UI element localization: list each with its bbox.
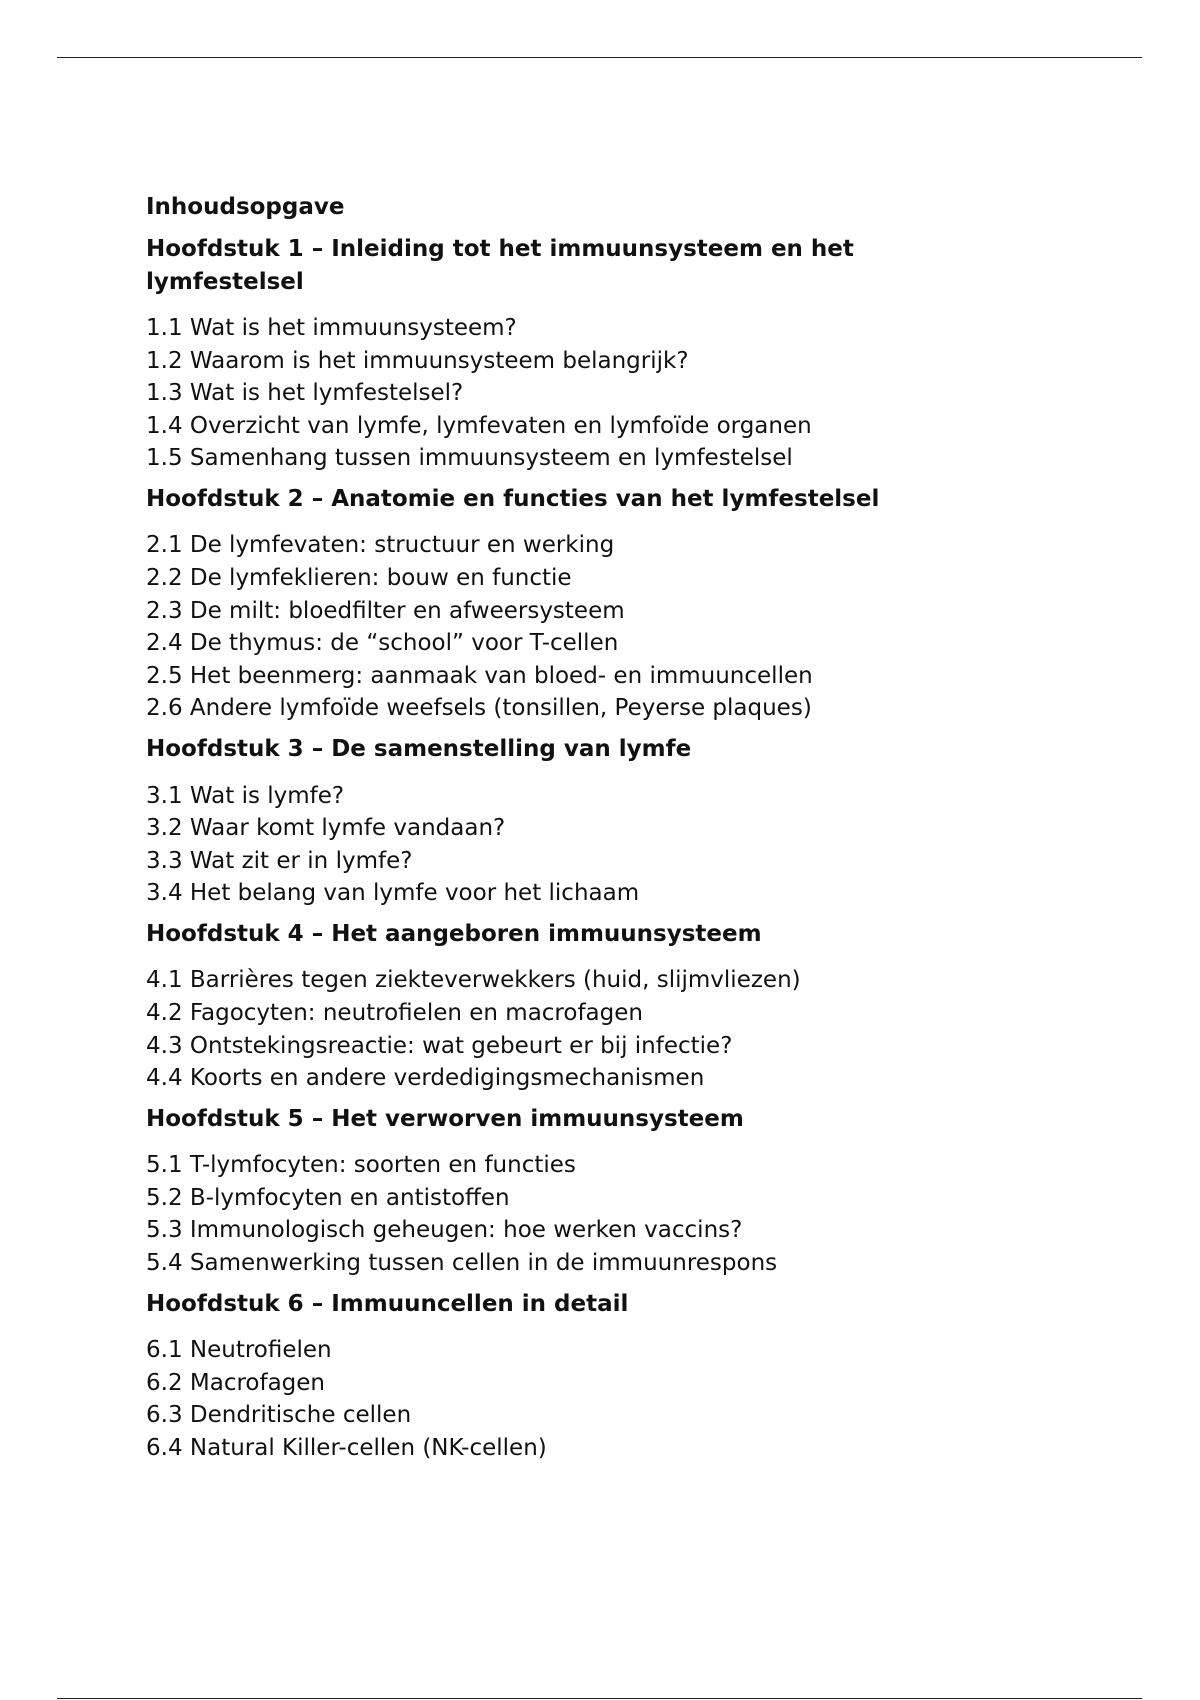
section-item: 4.2 Fagocyten: neutrofielen en macrofagen	[146, 1000, 643, 1026]
chapter-6	[146, 1288, 946, 1465]
section-item: 1.5 Samenhang tussen immuunsysteem en lymfestelsel	[146, 445, 793, 472]
section-item: 2.5 Het beenmerg: aanmaak van bloed- en immuuncellen	[146, 662, 813, 689]
chapter-heading: Hoofdstuk 4 – Het aangeboren immuunsysteem	[146, 920, 762, 947]
section-list	[146, 312, 946, 475]
chapter-1	[146, 233, 946, 475]
section-item: 1.2 Waarom is het immuunsysteem belangrijk?	[146, 347, 689, 374]
section-item: 4.1 Barrières tegen ziekteverwekkers (huid, slijmvliezen)	[146, 967, 801, 994]
section-item: 6.1 Neutrofielen	[146, 1337, 332, 1364]
chapter-3	[146, 733, 946, 910]
section-item: 5.4 Samenwerking tussen cellen in de immuunrespons	[146, 1250, 778, 1277]
section-item: 3.3 Wat zit er in lymfe?	[146, 847, 413, 874]
toc-title: Inhoudsopgave	[146, 194, 345, 220]
section-item: 1.4 Overzicht van lymfe, lymfevaten en lymfoïde organen	[146, 412, 812, 439]
chapter-heading: Hoofdstuk 1 – Inleiding tot het immuunsysteem en het lymfestelsel	[146, 236, 854, 295]
chapter-5	[146, 1103, 946, 1280]
section-item: 2.6 Andere lymfoïde weefsels (tonsillen, Peyerse plaques)	[146, 695, 812, 722]
section-item: 3.1 Wat is lymfe?	[146, 782, 345, 809]
section-item: 2.2 De lymfeklieren: bouw en functie	[146, 565, 572, 592]
footer-rule	[57, 1698, 1142, 1699]
chapter-4	[146, 918, 946, 1095]
chapter-heading: Hoofdstuk 3 – De samenstelling van lymfe	[146, 736, 692, 763]
section-item: 4.4 Koorts en andere verdedigingsmechanismen	[146, 1065, 705, 1092]
section-item: 3.2 Waar komt lymfe vandaan?	[146, 815, 506, 842]
section-item: 2.1 De lymfevaten: structuur en werking	[146, 532, 615, 559]
section-item: 5.2 B-lymfocyten en antistoffen	[146, 1184, 510, 1211]
section-list	[146, 780, 946, 910]
section-item: 2.3 De milt: bloedfilter en afweersysteem	[146, 597, 625, 624]
section-item: 6.2 Macrofagen	[146, 1369, 326, 1396]
section-item: 6.3 Dendritische cellen	[146, 1402, 412, 1429]
section-list	[146, 529, 946, 725]
section-list	[146, 1334, 946, 1464]
section-item: 5.1 T-lymfocyten: soorten en functies	[146, 1152, 576, 1179]
section-item: 1.3 Wat is het lymfestelsel?	[146, 380, 464, 407]
section-list	[146, 964, 946, 1094]
chapter-heading: Hoofdstuk 5 – Het verworven immuunsysteem	[146, 1105, 744, 1132]
section-item: 1.1 Wat is het immuunsysteem?	[146, 315, 517, 341]
chapter-2	[146, 483, 946, 725]
section-item: 6.4 Natural Killer-cellen (NK-cellen)	[146, 1434, 547, 1461]
section-list	[146, 1149, 946, 1279]
table-of-contents	[146, 190, 946, 1473]
section-item: 4.3 Ontstekingsreactie: wat gebeurt er bij infectie?	[146, 1032, 733, 1059]
chapter-heading: Hoofdstuk 6 – Immuuncellen in detail	[146, 1290, 629, 1317]
section-item: 3.4 Het belang van lymfe voor het lichaam	[146, 880, 640, 907]
section-item: 2.4 De thymus: de “school” voor T-cellen	[146, 630, 619, 657]
chapter-heading: Hoofdstuk 2 – Anatomie en functies van het lymfestelsel	[146, 485, 880, 512]
header-rule	[57, 57, 1142, 58]
section-item: 5.3 Immunologisch geheugen: hoe werken vaccins?	[146, 1217, 743, 1244]
